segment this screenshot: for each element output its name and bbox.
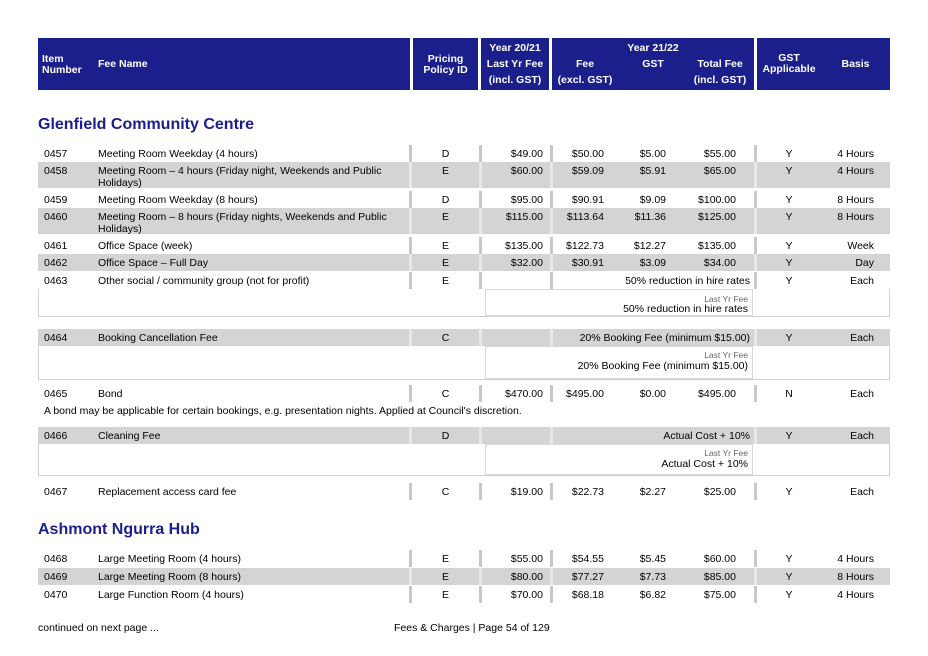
cell-policy: E — [441, 165, 449, 177]
cell-gst: $7.73 — [639, 571, 666, 583]
column-separator — [479, 329, 482, 346]
cell-basis: Week — [847, 240, 874, 252]
cell-policy: C — [441, 332, 450, 344]
cell-gst-app: Y — [785, 165, 793, 177]
header-fee-excl: (excl. GST) — [557, 74, 613, 86]
fee-name: Other social / community group (not for profit) — [98, 275, 310, 287]
cell-policy: D — [441, 430, 450, 442]
cell-total: $135.00 — [698, 240, 736, 252]
cell-total: $75.00 — [703, 589, 736, 601]
cell-total: $60.00 — [703, 553, 736, 565]
table-header-curr-year — [552, 38, 754, 90]
column-separator — [409, 385, 412, 402]
item-number: 0465 — [44, 388, 68, 400]
table-row — [38, 162, 890, 188]
item-number: 0457 — [44, 148, 68, 160]
cell-policy: E — [441, 240, 449, 252]
cell-fee: $122.73 — [566, 240, 604, 252]
cell-last: $70.00 — [510, 589, 543, 601]
column-separator — [409, 329, 412, 346]
table-header-left — [38, 38, 410, 90]
cell-gst: $9.09 — [639, 194, 666, 206]
column-separator — [409, 162, 412, 188]
last-year-fee-label: Last Yr Fee — [704, 294, 748, 304]
cell-gst-app: Y — [785, 211, 793, 223]
cell-gst-app: Y — [785, 257, 793, 269]
cell-total: $65.00 — [703, 165, 736, 177]
column-separator — [409, 237, 412, 254]
last-year-fee-panel — [485, 289, 753, 316]
item-number: 0460 — [44, 211, 68, 223]
last-year-fee-box — [38, 444, 890, 476]
cell-basis: 4 Hours — [837, 553, 874, 565]
cell-last: $80.00 — [510, 571, 543, 583]
cell-last: $32.00 — [510, 257, 543, 269]
item-number: 0467 — [44, 486, 68, 498]
table-row — [38, 254, 890, 271]
cell-gst: $6.82 — [639, 589, 666, 601]
cell-last: $135.00 — [505, 240, 543, 252]
cell-policy: D — [441, 148, 450, 160]
fee-name: Meeting Room – 8 hours (Friday nights, Weekends and Public Holidays) — [98, 211, 387, 235]
cell-gst-app: Y — [785, 589, 793, 601]
cell-last: $115.00 — [505, 211, 543, 223]
fee-name: Office Space (week) — [98, 240, 193, 252]
cell-gst-app: N — [785, 388, 793, 400]
table-row — [38, 237, 890, 254]
cell-gst: $11.36 — [634, 211, 666, 223]
fee-name: Meeting Room Weekday (4 hours) — [98, 148, 258, 160]
table-row — [38, 145, 890, 162]
cell-fee: $90.91 — [571, 194, 604, 206]
cell-gst-app: Y — [785, 275, 793, 287]
cell-total: $125.00 — [698, 211, 736, 223]
column-separator — [479, 427, 482, 444]
header-total-fee: Total Fee — [697, 58, 743, 70]
table-row — [38, 329, 890, 346]
fee-name: Booking Cancellation Fee — [98, 332, 218, 344]
cell-basis: Each — [850, 332, 874, 344]
header-item-number-1: Item — [42, 53, 64, 65]
cell-gst: $5.00 — [639, 148, 666, 160]
fee-note: A bond may be applicable for certain bookings, e.g. presentation nights. Applied at Council's discretion. — [44, 405, 522, 417]
table-row — [38, 272, 890, 289]
header-fee-name: Fee Name — [98, 58, 148, 70]
cell-fee: $77.27 — [571, 571, 604, 583]
cell-fee: $54.55 — [571, 553, 604, 565]
column-separator — [409, 272, 412, 289]
item-number: 0458 — [44, 165, 68, 177]
cell-total: $34.00 — [703, 257, 736, 269]
cell-basis: Each — [850, 275, 874, 287]
header-total-incl: (incl. GST) — [693, 74, 747, 86]
cell-fee: $59.09 — [571, 165, 604, 177]
cell-gst: $12.27 — [633, 240, 666, 252]
cell-total: $100.00 — [698, 194, 736, 206]
last-year-fee-panel — [485, 444, 753, 475]
header-item-number-2: Number — [42, 64, 82, 76]
cell-basis: Day — [855, 257, 874, 269]
column-separator — [409, 568, 412, 585]
cell-total: $55.00 — [703, 148, 736, 160]
cell-gst-app: Y — [785, 553, 793, 565]
cell-last: $470.00 — [505, 388, 543, 400]
item-number: 0468 — [44, 553, 68, 565]
column-separator — [409, 191, 412, 208]
cell-gst-app: Y — [785, 430, 793, 442]
cell-fee: $113.64 — [566, 211, 604, 223]
cell-policy: E — [441, 589, 449, 601]
column-separator — [409, 550, 412, 567]
cell-fee: $495.00 — [566, 388, 604, 400]
table-row — [38, 191, 890, 208]
header-year-prev: Year 20/21 — [489, 42, 541, 54]
table-row — [38, 385, 890, 402]
item-number: 0469 — [44, 571, 68, 583]
cell-fee: $30.91 — [571, 257, 604, 269]
section-title-ashmont: Ashmont Ngurra Hub — [38, 521, 200, 538]
cell-gst: $5.45 — [639, 553, 666, 565]
column-separator — [409, 254, 412, 271]
table-row — [38, 550, 890, 567]
item-number: 0461 — [44, 240, 68, 252]
cell-basis: 4 Hours — [837, 589, 874, 601]
cell-basis: 8 Hours — [837, 571, 874, 583]
header-gst: GST — [642, 58, 664, 70]
cell-basis: Each — [850, 486, 874, 498]
item-number: 0459 — [44, 194, 68, 206]
cell-basis: 4 Hours — [837, 148, 874, 160]
header-gst-applicable-1: GST — [778, 52, 800, 64]
table-row — [38, 568, 890, 585]
item-number: 0463 — [44, 275, 68, 287]
cell-gst: $0.00 — [639, 388, 666, 400]
last-year-fee-box — [38, 346, 890, 380]
fee-name: Cleaning Fee — [98, 430, 161, 442]
fee-name: Office Space – Full Day — [98, 257, 209, 269]
header-fee: Fee — [575, 58, 595, 70]
cell-policy: C — [441, 486, 450, 498]
cell-basis: Each — [850, 388, 874, 400]
cell-policy: E — [441, 211, 449, 223]
last-year-fee-panel — [485, 346, 753, 379]
header-year-curr: Year 21/22 — [627, 42, 679, 54]
fee-name: Large Function Room (4 hours) — [98, 589, 244, 601]
cell-last: $49.00 — [510, 148, 543, 160]
table-header-policy — [413, 38, 478, 90]
cell-gst-app: Y — [785, 148, 793, 160]
table-header-prev-year — [481, 38, 549, 90]
fee-name: Meeting Room Weekday (8 hours) — [98, 194, 258, 206]
last-year-fee-label: Last Yr Fee — [704, 350, 748, 360]
cell-basis: 8 Hours — [837, 211, 874, 223]
table-row — [38, 483, 890, 500]
cell-fee: $22.73 — [571, 486, 604, 498]
last-year-fee-box — [38, 289, 890, 317]
cell-last: $95.00 — [510, 194, 543, 206]
column-separator — [409, 586, 412, 603]
fee-name: Replacement access card fee — [98, 486, 237, 498]
cell-policy: E — [441, 553, 449, 565]
item-number: 0470 — [44, 589, 68, 601]
cell-policy: E — [441, 275, 449, 287]
cell-policy: E — [441, 257, 449, 269]
fee-name: Bond — [98, 388, 123, 400]
column-separator — [409, 483, 412, 500]
cell-gst-app: Y — [785, 332, 793, 344]
fee-name: Large Meeting Room (4 hours) — [98, 553, 241, 565]
cell-last: $60.00 — [510, 165, 543, 177]
cell-total: $25.00 — [703, 486, 736, 498]
cell-total: $85.00 — [703, 571, 736, 583]
column-separator — [479, 272, 482, 289]
cell-gst-app: Y — [785, 194, 793, 206]
fee-description: Actual Cost + 10% — [663, 430, 750, 442]
item-number: 0464 — [44, 332, 68, 344]
header-gst-applicable-2: Applicable — [762, 63, 816, 75]
last-year-fee-text: 50% reduction in hire rates — [623, 303, 748, 315]
cell-basis: Each — [850, 430, 874, 442]
last-year-fee-text: 20% Booking Fee (minimum $15.00) — [577, 360, 748, 372]
cell-last: $19.00 — [510, 486, 543, 498]
table-row — [38, 586, 890, 603]
footer-continued: continued on next page ... — [38, 622, 159, 634]
header-last-yr-incl: (incl. GST) — [488, 74, 542, 86]
table-row — [38, 208, 890, 234]
table-header-right — [757, 38, 890, 90]
cell-gst-app: Y — [785, 240, 793, 252]
footer-page: Fees & Charges | Page 54 of 129 — [394, 622, 550, 634]
cell-fee: $50.00 — [571, 148, 604, 160]
cell-gst-app: Y — [785, 571, 793, 583]
header-pricing-2: Policy ID — [423, 64, 468, 76]
cell-fee: $68.18 — [571, 589, 604, 601]
fee-name: Meeting Room – 4 hours (Friday night, Weekends and Public Holidays) — [98, 165, 382, 189]
item-number: 0462 — [44, 257, 68, 269]
cell-policy: E — [441, 571, 449, 583]
cell-basis: 8 Hours — [837, 194, 874, 206]
cell-gst: $5.91 — [639, 165, 666, 177]
last-year-fee-text: Actual Cost + 10% — [661, 458, 748, 470]
cell-gst-app: Y — [785, 486, 793, 498]
cell-gst: $3.09 — [639, 257, 666, 269]
fee-description: 20% Booking Fee (minimum $15.00) — [579, 332, 750, 344]
cell-gst: $2.27 — [639, 486, 666, 498]
cell-total: $495.00 — [698, 388, 736, 400]
column-separator — [409, 208, 412, 234]
last-year-fee-label: Last Yr Fee — [704, 448, 748, 458]
header-basis: Basis — [841, 58, 870, 70]
header-last-yr-fee: Last Yr Fee — [486, 58, 544, 70]
cell-policy: C — [441, 388, 450, 400]
fee-description: 50% reduction in hire rates — [625, 275, 750, 287]
item-number: 0466 — [44, 430, 68, 442]
cell-last: $55.00 — [510, 553, 543, 565]
cell-policy: D — [441, 194, 450, 206]
section-title-glenfield: Glenfield Community Centre — [38, 116, 255, 133]
cell-basis: 4 Hours — [837, 165, 874, 177]
header-pricing-1: Pricing — [427, 53, 464, 65]
column-separator — [409, 427, 412, 444]
fee-name: Large Meeting Room (8 hours) — [98, 571, 241, 583]
table-row — [38, 427, 890, 444]
column-separator — [409, 145, 412, 162]
